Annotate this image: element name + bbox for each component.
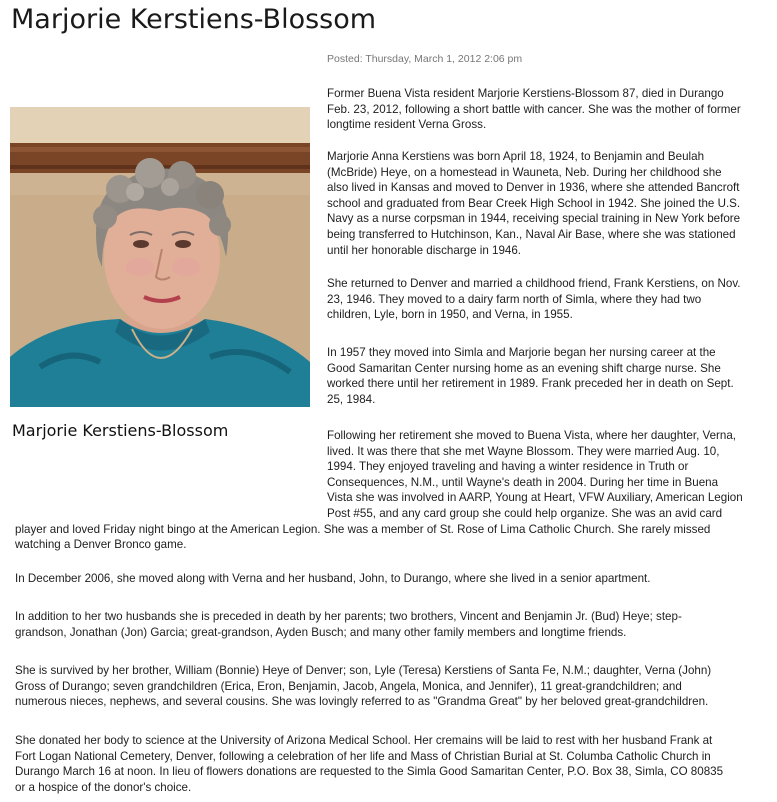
- photo-caption: Marjorie Kerstiens-Blossom: [12, 421, 229, 440]
- paragraph-9: She donated her body to science at the University of Arizona Medical School. Her cremains will be laid to rest with her husband Frank at Fort Logan National Cemetery, Denver, following a celebration of her life and Mass of Christian Burial at St. Columba Catholic Church in Durango March 16 at noon. In lieu of flowers donations are requested to the Simla Good Samaritan Center, P.O. Box 38, Simla, CO 80835 or a hospice of the donor's choice.: [15, 734, 724, 794]
- paragraph-5: Following her retirement she moved to Buena Vista, where her daughter, Verna, lived. It was there that she met Wayne Blossom. They were married Aug. 10, 1994. They enjoyed traveling and having a winter residence in Truth or Consequences, N.M., until Wayne's death in 2004. During her time in Buena Vista she was involved in AARP, Young at Heart, VFW Auxiliary, American Legion Post #55, and any card group she could help organize. She was an avid card player and loved Friday night bingo at the American Legion. She was a member of St. Rose of Lima Catholic Church. She rarely missed watching a Denver Bronco game.: [15, 429, 743, 552]
- portrait-photo: [10, 107, 310, 407]
- paragraph-8: She is survived by her brother, William (Bonnie) Heye of Denver; son, Lyle (Teresa) Kerstiens of Santa Fe, N.M.; daughter, Verna (John) Gross of Durango; seven grandchildren (Erica, Eron, Benjamin, Jacob, Angela, Monica, and Jennifer), 11 great-grandchildren; and numerous nieces, nephews, and several cousins. She was lovingly referred to as "Grandma Great" by her beloved great-grandchildren.: [15, 664, 712, 709]
- article-title: Marjorie Kerstiens-Blossom: [11, 4, 377, 35]
- paragraph-2: Marjorie Anna Kerstiens was born April 18, 1924, to Benjamin and Beulah (McBride) Heye, on a homestead in Wauneta, Neb. During her childhood she also lived in Kansas and moved to Denver in 1936, where she attended Bancroft school and graduated from Bear Creek High School in 1942. She joined the U.S. Navy as a nurse corpsman in 1944, receiving special training in New York before being transferred to Hutchinson, Kan., Naval Air Base, where she was stationed until her honorable discharge in 1946.: [327, 150, 741, 257]
- paragraph-7: In addition to her two husbands she is preceded in death by her parents; two brothers, Vincent and Benjamin Jr. (Bud) Heye; step- grandson, Jonathan (Jon) Garcia; great-grandson, Ayden Busch; and many other family members and longtime friends.: [15, 610, 682, 639]
- portrait-photo-illustration: [10, 107, 310, 407]
- paragraph-3: She returned to Denver and married a childhood friend, Frank Kerstiens, on Nov. 23, 1946. They moved to a dairy farm north of Simla, where they had two children, Lyle, born in 1950, and Verna, in 1955.: [327, 277, 741, 322]
- posted-date: Posted: Thursday, March 1, 2012 2:06 pm: [327, 53, 523, 65]
- paragraph-4: In 1957 they moved into Simla and Marjorie began her nursing career at the Good Samaritan Center nursing home as an evening shift charge nurse. She worked there until her retirement in 1989. Frank preceded her in death on Sept. 25, 1984.: [327, 346, 734, 406]
- paragraph-1: Former Buena Vista resident Marjorie Kerstiens-Blossom 87, died in Durango Feb. 23, 2012, following a short battle with cancer. She was the mother of former longtime resident Verna Gross.: [327, 87, 741, 132]
- paragraph-6: In December 2006, she moved along with Verna and her husband, John, to Durango, where she lived in a senior apartment.: [15, 572, 651, 585]
